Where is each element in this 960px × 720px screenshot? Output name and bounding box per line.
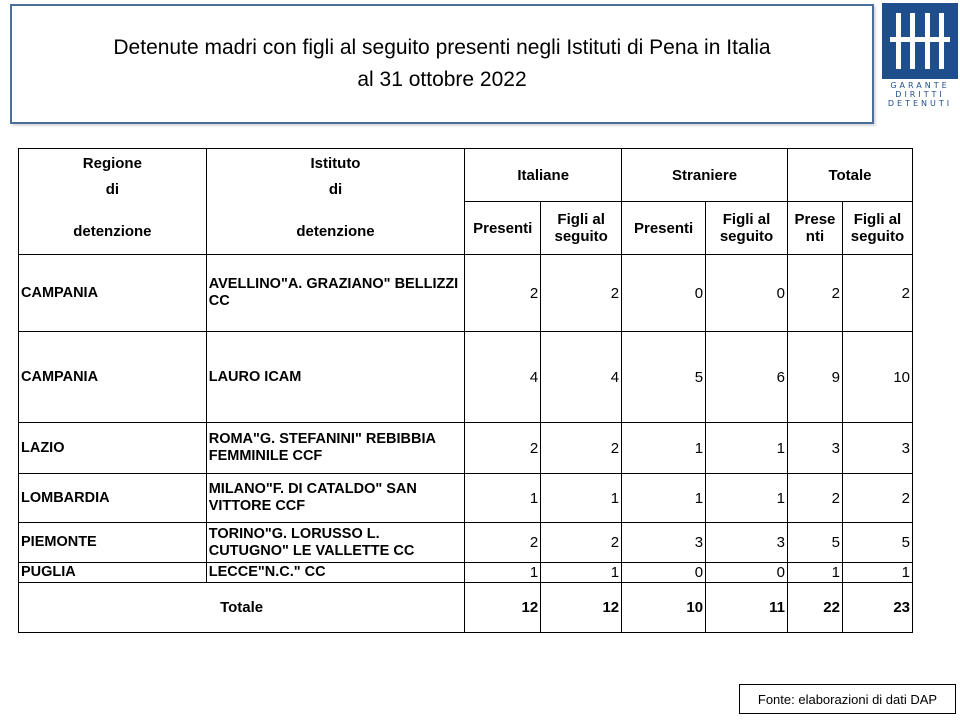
header-italiane: Italiane xyxy=(465,149,622,202)
cell-tot-presenti: 5 xyxy=(787,523,842,563)
table-row xyxy=(19,563,913,583)
cell-tot-figli: 10 xyxy=(842,332,912,423)
cell-it-figli: 2 xyxy=(541,423,622,474)
cell-st-figli: 1 xyxy=(706,423,788,474)
title-box xyxy=(10,4,874,124)
cell-tot-presenti: 9 xyxy=(787,332,842,423)
table-row xyxy=(19,423,913,474)
total-row xyxy=(19,583,913,633)
cell-it-figli: 1 xyxy=(541,563,622,583)
cell-st-presenti: 0 xyxy=(622,255,706,332)
cell-st-presenti: 5 xyxy=(622,332,706,423)
header-straniere: Straniere xyxy=(622,149,788,202)
detenute-table xyxy=(18,148,913,633)
cell-it-presenti: 2 xyxy=(465,255,541,332)
table-row xyxy=(19,474,913,523)
cell-istituto: LAURO ICAM xyxy=(206,332,465,423)
total-st-presenti: 10 xyxy=(622,583,706,633)
total-tot-presenti: 22 xyxy=(787,583,842,633)
garante-logo-text: GARANTE DIRITTI DETENUTI xyxy=(887,81,953,108)
header-totale-figli: Figli al seguito xyxy=(842,202,912,255)
cell-tot-presenti: 1 xyxy=(787,563,842,583)
cell-regione: LOMBARDIA xyxy=(19,474,207,523)
header-istituto: Istituto di detenzione xyxy=(206,149,465,255)
cell-it-figli: 2 xyxy=(541,255,622,332)
header-straniere-presenti: Presenti xyxy=(622,202,706,255)
garante-logo-icon xyxy=(882,3,958,79)
cell-istituto: LECCE"N.C." CC xyxy=(206,563,465,583)
cell-regione: PIEMONTE xyxy=(19,523,207,563)
table-row xyxy=(19,332,913,423)
header-totale-presenti: Prese nti xyxy=(787,202,842,255)
cell-regione: CAMPANIA xyxy=(19,255,207,332)
header-straniere-figli: Figli al seguito xyxy=(706,202,788,255)
cell-tot-presenti: 2 xyxy=(787,474,842,523)
cell-it-figli: 2 xyxy=(541,523,622,563)
cell-regione: LAZIO xyxy=(19,423,207,474)
cell-tot-presenti: 3 xyxy=(787,423,842,474)
cell-st-figli: 3 xyxy=(706,523,788,563)
cell-tot-figli: 3 xyxy=(842,423,912,474)
cell-st-figli: 0 xyxy=(706,563,788,583)
table-row xyxy=(19,523,913,563)
table-row xyxy=(19,255,913,332)
cell-istituto: AVELLINO"A. GRAZIANO" BELLIZZI CC xyxy=(206,255,465,332)
header-italiane-presenti: Presenti xyxy=(465,202,541,255)
cell-istituto: ROMA"G. STEFANINI" REBIBBIA FEMMINILE CCF xyxy=(206,423,465,474)
title-line-1: Detenute madri con figli al seguito presenti negli Istituti di Pena in Italia xyxy=(113,36,771,59)
cell-st-presenti: 1 xyxy=(622,474,706,523)
cell-st-figli: 1 xyxy=(706,474,788,523)
cell-regione: PUGLIA xyxy=(19,563,207,583)
total-tot-figli: 23 xyxy=(842,583,912,633)
cell-it-presenti: 2 xyxy=(465,523,541,563)
cell-istituto: MILANO"F. DI CATALDO" SAN VITTORE CCF xyxy=(206,474,465,523)
header-regione: Regione di detenzione xyxy=(19,149,207,255)
source-note: Fonte: elaborazioni di dati DAP xyxy=(739,684,956,714)
cell-it-presenti: 1 xyxy=(465,474,541,523)
cell-it-figli: 1 xyxy=(541,474,622,523)
garante-logo xyxy=(882,3,958,109)
cell-it-figli: 4 xyxy=(541,332,622,423)
cell-it-presenti: 1 xyxy=(465,563,541,583)
cell-st-figli: 0 xyxy=(706,255,788,332)
total-it-presenti: 12 xyxy=(465,583,541,633)
cell-regione: CAMPANIA xyxy=(19,332,207,423)
cell-tot-presenti: 2 xyxy=(787,255,842,332)
cell-istituto: TORINO"G. LORUSSO L. CUTUGNO" LE VALLETTE CC xyxy=(206,523,465,563)
header-italiane-figli: Figli al seguito xyxy=(541,202,622,255)
cell-st-presenti: 3 xyxy=(622,523,706,563)
header-totale: Totale xyxy=(787,149,912,202)
cell-it-presenti: 4 xyxy=(465,332,541,423)
total-label: Totale xyxy=(19,583,465,633)
title-line-2: al 31 ottobre 2022 xyxy=(357,68,527,91)
cell-tot-figli: 2 xyxy=(842,474,912,523)
cell-st-figli: 6 xyxy=(706,332,788,423)
cell-tot-figli: 5 xyxy=(842,523,912,563)
cell-tot-figli: 2 xyxy=(842,255,912,332)
total-st-figli: 11 xyxy=(706,583,788,633)
cell-st-presenti: 1 xyxy=(622,423,706,474)
cell-st-presenti: 0 xyxy=(622,563,706,583)
cell-it-presenti: 2 xyxy=(465,423,541,474)
total-it-figli: 12 xyxy=(541,583,622,633)
cell-tot-figli: 1 xyxy=(842,563,912,583)
